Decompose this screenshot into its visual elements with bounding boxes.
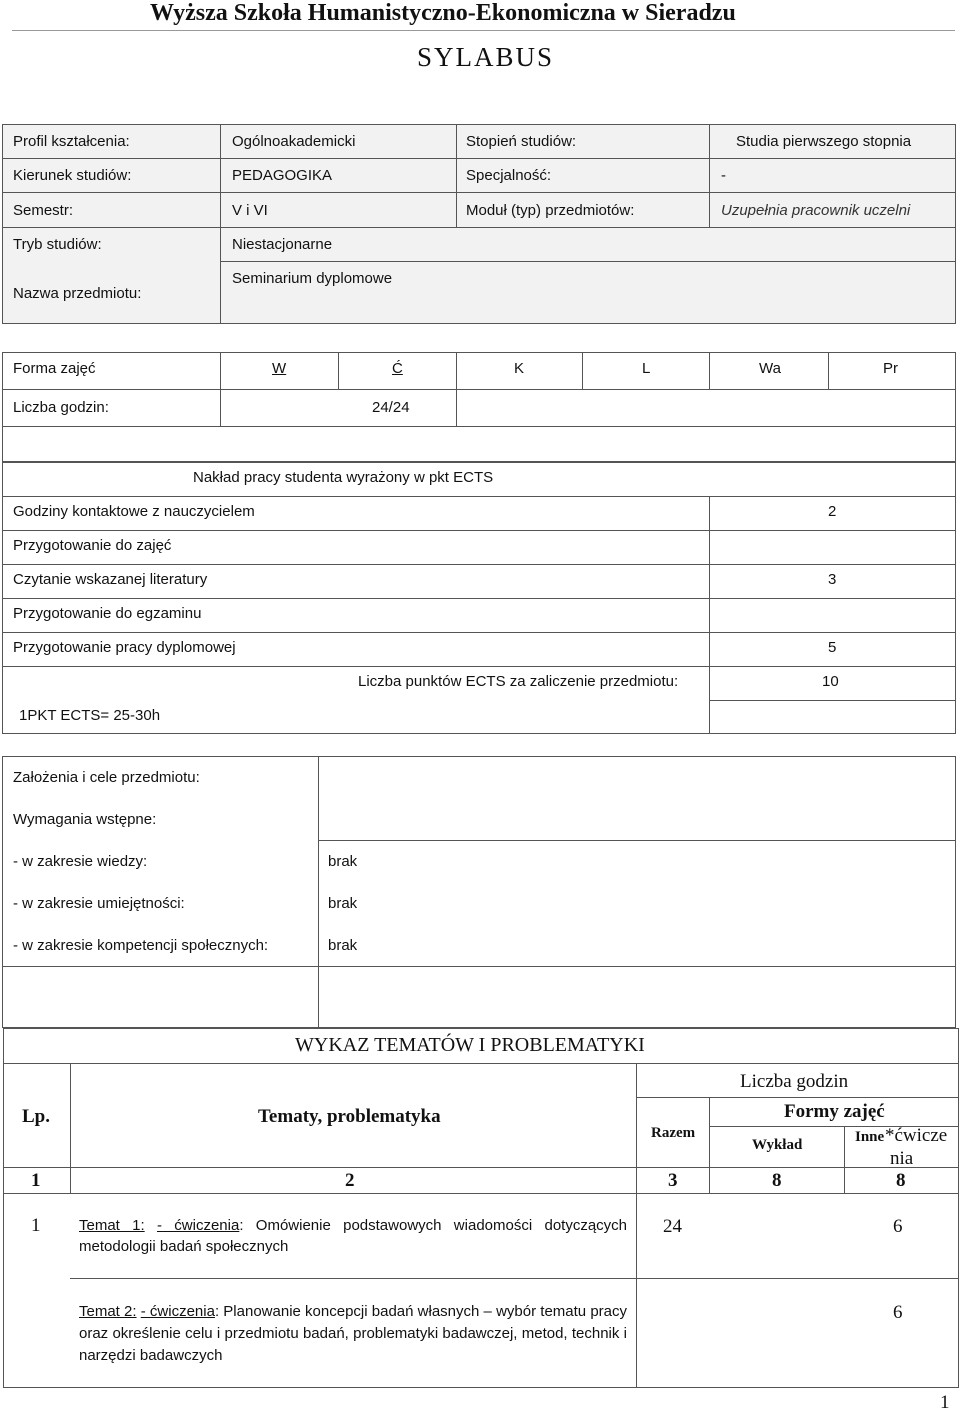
specjalnosc-label: Specjalność: xyxy=(466,167,552,184)
forma-table-border xyxy=(2,352,956,462)
stopien-value: Studia pierwszego stopnia xyxy=(736,133,912,150)
nazwa-label: Nazwa przedmiotu: xyxy=(13,285,142,302)
col-number: 8 xyxy=(772,1170,782,1191)
col-lp: Lp. xyxy=(22,1106,50,1127)
topic-text: : Planowanie koncepcji badań własnych – wybór tematu pracy oraz określenie celu i przedmiotu badań, problematyki badawczej, metod, technik i narzędzi badawczych xyxy=(79,1303,627,1364)
forma-col-k: K xyxy=(514,360,525,377)
forma-col-w: W xyxy=(272,360,287,377)
col-liczba-godzin: Liczba godzin xyxy=(740,1071,849,1092)
profil-value: Ogólnoakademicki xyxy=(232,133,356,150)
tryb-value: Niestacjonarne xyxy=(232,236,333,253)
topic-title: Temat 1: xyxy=(79,1217,145,1234)
university-name: Wyższa Szkoła Humanistyczno-Ekonomiczna w Sieradzu xyxy=(150,0,736,26)
topic-title: Temat 2: xyxy=(79,1303,137,1320)
skills-label: - w zakresie umiejętności: xyxy=(13,895,185,912)
col-formy: Formy zajęć xyxy=(784,1101,885,1122)
forma-col-pr: Pr xyxy=(883,360,898,377)
ects-total-label: Liczba punktów ECTS za zaliczenie przedmiotu: xyxy=(358,673,679,690)
modul-value: Uzupełnia pracownik uczelni xyxy=(721,202,911,219)
ects-row-value: 2 xyxy=(828,503,837,520)
ects-row-value: 5 xyxy=(828,639,837,656)
stopien-label: Stopień studiów: xyxy=(466,133,577,150)
topic-text: : Omówienie podstawowych wiadomości dotyczących metodologii badań społecznych xyxy=(79,1217,628,1255)
topic-description xyxy=(79,1215,627,1257)
topic-inne: 6 xyxy=(893,1302,903,1323)
skills-value: brak xyxy=(328,895,358,912)
col-number: 3 xyxy=(668,1170,678,1191)
specjalnosc-value: - xyxy=(721,167,726,184)
col-wyklad: Wykład xyxy=(752,1137,803,1153)
semestr-label: Semestr: xyxy=(13,202,74,219)
col-razem: Razem xyxy=(651,1125,696,1141)
topic-description xyxy=(79,1301,627,1367)
prereq-label: Wymagania wstępne: xyxy=(13,811,157,828)
requirements-table-border xyxy=(2,756,956,1028)
hours-label: Liczba godzin: xyxy=(13,399,109,416)
topic-kind: - ćwiczenia xyxy=(156,1217,240,1234)
topic-inne: 6 xyxy=(893,1216,903,1237)
topic-lp: 1 xyxy=(31,1215,41,1236)
col-number: 2 xyxy=(345,1170,355,1191)
ects-row-label: Czytanie wskazanej literatury xyxy=(13,571,208,588)
page-title: SYLABUS xyxy=(417,42,555,72)
col-tematy: Tematy, problematyka xyxy=(258,1106,441,1127)
goals-label: Założenia i cele przedmiotu: xyxy=(13,769,200,786)
forma-col-c: Ć xyxy=(392,360,403,377)
ects-row-label: Przygotowanie pracy dyplomowej xyxy=(13,639,236,656)
profil-label: Profil kształcenia: xyxy=(13,133,130,150)
forma-label: Forma zajęć xyxy=(13,360,96,377)
col-inne-line2: nia xyxy=(890,1148,914,1169)
forma-col-wa: Wa xyxy=(759,360,781,377)
topic-razem: 24 xyxy=(663,1216,682,1237)
header-rule xyxy=(12,30,955,31)
info-table-border xyxy=(2,124,956,324)
social-value: brak xyxy=(328,937,358,954)
col-inne-line1: *ćwicze xyxy=(885,1125,948,1146)
hours-value: 24/24 xyxy=(372,399,410,416)
ects-row-value: 3 xyxy=(828,571,837,588)
kierunek-value: PEDAGOGIKA xyxy=(232,167,333,184)
nazwa-value: Seminarium dyplomowe xyxy=(232,270,393,287)
kierunek-label: Kierunek studiów: xyxy=(13,167,132,184)
forma-col-l: L xyxy=(642,360,651,377)
semestr-value: V i VI xyxy=(232,202,268,219)
page-number: 1 xyxy=(940,1392,950,1413)
social-label: - w zakresie kompetencji społecznych: xyxy=(13,937,269,954)
ects-heading: Nakład pracy studenta wyrażony w pkt ECTS xyxy=(193,469,494,486)
ects-note: 1PKT ECTS= 25-30h xyxy=(19,707,161,724)
col-number: 8 xyxy=(896,1170,906,1191)
topics-heading: WYKAZ TEMATÓW I PROBLEMATYKI xyxy=(295,1034,645,1056)
modul-label: Moduł (typ) przedmiotów: xyxy=(466,202,635,219)
ects-row-label: Godziny kontaktowe z nauczycielem xyxy=(13,503,255,520)
col-inne-prefix: Inne xyxy=(855,1129,885,1145)
topic-kind: - ćwiczenia xyxy=(140,1303,215,1320)
knowledge-value: brak xyxy=(328,853,358,870)
tryb-label: Tryb studiów: xyxy=(13,236,102,253)
ects-total-value: 10 xyxy=(822,673,839,690)
knowledge-label: - w zakresie wiedzy: xyxy=(13,853,148,870)
col-number: 1 xyxy=(31,1170,41,1191)
ects-row-label: Przygotowanie do egzaminu xyxy=(13,605,202,622)
ects-row-label: Przygotowanie do zajęć xyxy=(13,537,172,554)
